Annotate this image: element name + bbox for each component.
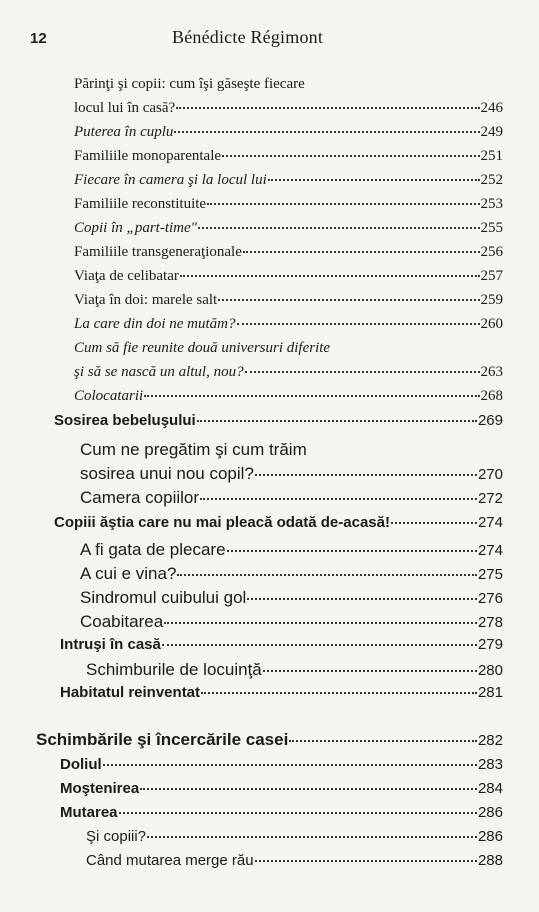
toc-entry-page: 246	[480, 100, 503, 116]
toc-entry	[74, 148, 503, 170]
toc-entry	[54, 514, 503, 536]
toc-entry	[74, 292, 503, 314]
toc-entry	[80, 440, 307, 462]
toc-entry	[80, 540, 503, 562]
leader-dots	[289, 740, 477, 742]
toc-entry-page: 255	[480, 220, 503, 236]
toc-entry-title: locul lui în casă?	[74, 100, 176, 116]
toc-entry	[74, 124, 503, 146]
toc-entry	[74, 268, 503, 290]
toc-entry-page: 279	[477, 636, 503, 653]
toc-entry-title: şi să se nască un altul, nou?	[74, 364, 244, 380]
toc-entry	[80, 564, 503, 586]
leader-dots	[180, 275, 480, 277]
toc-entry-title: La care din doi ne mutăm?	[74, 316, 236, 332]
leader-dots	[255, 860, 477, 862]
toc-entry-title: Puterea în cuplu	[74, 124, 174, 140]
toc-entry	[74, 172, 503, 194]
leader-dots	[255, 474, 477, 476]
toc-entry-title: Când mutarea merge rău	[86, 852, 254, 869]
toc-entry-title: Copii în „part-time"	[74, 220, 197, 236]
toc-entry-page: 253	[480, 196, 503, 212]
toc-entry-title: Coabitarea	[80, 612, 164, 631]
toc-entry-title: Habitatul reinventat	[60, 684, 201, 701]
toc-entry-title: Părinţi şi copii: cum îşi găseşte fiecare	[74, 76, 305, 92]
leader-dots	[103, 764, 477, 766]
toc-entry	[74, 364, 503, 386]
leader-dots	[243, 251, 480, 253]
leader-dots	[201, 692, 477, 694]
leader-dots	[200, 498, 477, 500]
leader-dots	[174, 131, 479, 133]
toc-entry	[80, 488, 503, 510]
toc-entry-title: sosirea unui nou copil?	[80, 464, 254, 483]
leader-dots	[222, 155, 479, 157]
leader-dots	[247, 598, 477, 600]
toc-entry-title: Sosirea bebeluşului	[54, 412, 196, 429]
toc-entry	[74, 196, 503, 218]
toc-entry	[60, 684, 503, 706]
leader-dots	[245, 371, 480, 373]
toc-entry	[80, 464, 503, 486]
toc-entry	[60, 804, 503, 826]
toc-entry-page: 286	[477, 828, 503, 845]
toc-entry	[74, 76, 305, 98]
toc-entry-page: 280	[477, 662, 503, 679]
toc-entry	[74, 388, 503, 410]
leader-dots	[176, 107, 479, 109]
toc-entry-title: Schimburile de locuinţă	[86, 660, 262, 679]
toc-entry-title: Familiile reconstituite	[74, 196, 207, 212]
toc-entry-title: Copiii ăştia care nu mai pleacă odată de-acasă!	[54, 514, 390, 531]
toc-entry-page: 260	[480, 316, 503, 332]
toc-entry	[60, 780, 503, 802]
toc-entry-page: 252	[480, 172, 503, 188]
toc-entry-title: A fi gata de plecare	[80, 540, 226, 559]
toc-entry-page: 275	[477, 566, 503, 583]
toc-entry-title: Cum să fie reunite două universuri diferite	[74, 340, 331, 356]
toc-entry	[74, 340, 330, 362]
toc-entry-page: 283	[477, 756, 503, 773]
page-number: 12	[30, 30, 47, 47]
toc-entry-title: Sindromul cuibului gol	[80, 588, 247, 607]
leader-dots	[177, 574, 477, 576]
toc-entry-page: 269	[477, 412, 503, 429]
toc-entry-title: Camera copiilor	[80, 488, 200, 507]
toc-entry-page: 249	[480, 124, 503, 140]
toc-entry-title: Familiile transgeneraţionale	[74, 244, 242, 260]
toc-entry-title: Familiile monoparentale	[74, 148, 222, 164]
toc-entry	[74, 244, 503, 266]
toc-entry-page: 281	[477, 684, 503, 701]
leader-dots	[144, 395, 479, 397]
toc-entry-page: 270	[477, 466, 503, 483]
toc-entry-page: 276	[477, 590, 503, 607]
toc-entry	[54, 412, 503, 434]
toc-entry-page: 251	[480, 148, 503, 164]
toc-entry-title: Viaţa în doi: marele salt	[74, 292, 218, 308]
toc-entry	[86, 852, 503, 874]
toc-entry-title: Schimbările şi încercările casei	[36, 730, 289, 749]
toc-entry	[36, 730, 503, 752]
leader-dots	[119, 812, 477, 814]
toc-entry-title: Viaţa de celibatar	[74, 268, 179, 284]
running-head: Bénédicte Régimont	[172, 27, 324, 47]
leader-dots	[140, 788, 477, 790]
leader-dots	[218, 299, 479, 301]
toc-entry-page: 274	[477, 542, 503, 559]
toc-entry	[86, 660, 503, 682]
toc-entry-page: 286	[477, 804, 503, 821]
toc-entry-page: 259	[480, 292, 503, 308]
toc-entry-title: Moştenirea	[60, 780, 140, 797]
toc-entry	[74, 316, 503, 338]
toc-entry	[80, 588, 503, 610]
leader-dots	[197, 420, 477, 422]
toc-entry-page: 268	[480, 388, 503, 404]
leader-dots	[207, 203, 479, 205]
toc-entry-title: Intruşi în casă	[60, 636, 161, 653]
toc-entry-page: 274	[477, 514, 503, 531]
toc-entry-page: 282	[477, 732, 503, 749]
toc-entry	[60, 756, 503, 778]
toc-entry-page: 257	[480, 268, 503, 284]
toc-entry-title: Doliul	[60, 756, 102, 773]
toc-entry	[74, 220, 503, 242]
leader-dots	[227, 550, 477, 552]
leader-dots	[164, 622, 477, 624]
leader-dots	[263, 670, 477, 672]
toc-entry-title: Cum ne pregătim şi cum trăim	[80, 440, 307, 459]
toc-entry-title: Mutarea	[60, 804, 118, 821]
toc-entry-page: 256	[480, 244, 503, 260]
leader-dots	[391, 522, 477, 524]
leader-dots	[162, 644, 477, 646]
leader-dots	[237, 323, 480, 325]
leader-dots	[268, 179, 480, 181]
toc-entry-page: 272	[477, 490, 503, 507]
toc-entry	[86, 828, 503, 850]
toc-entry-title: Colocatarii	[74, 388, 144, 404]
toc-entry-page: 284	[477, 780, 503, 797]
toc-entry-page: 263	[480, 364, 503, 380]
toc-entry	[60, 636, 503, 658]
leader-dots	[198, 227, 480, 229]
toc-entry-title: A cui e vina?	[80, 564, 177, 583]
toc-entry-title: Şi copiii?	[86, 828, 147, 845]
toc-entry-page: 278	[477, 614, 503, 631]
toc-entry	[80, 612, 503, 634]
toc-entry-title: Fiecare în camera şi la locul lui	[74, 172, 267, 188]
toc-entry-page: 288	[477, 852, 503, 869]
toc-entry	[74, 100, 503, 122]
leader-dots	[147, 836, 477, 838]
